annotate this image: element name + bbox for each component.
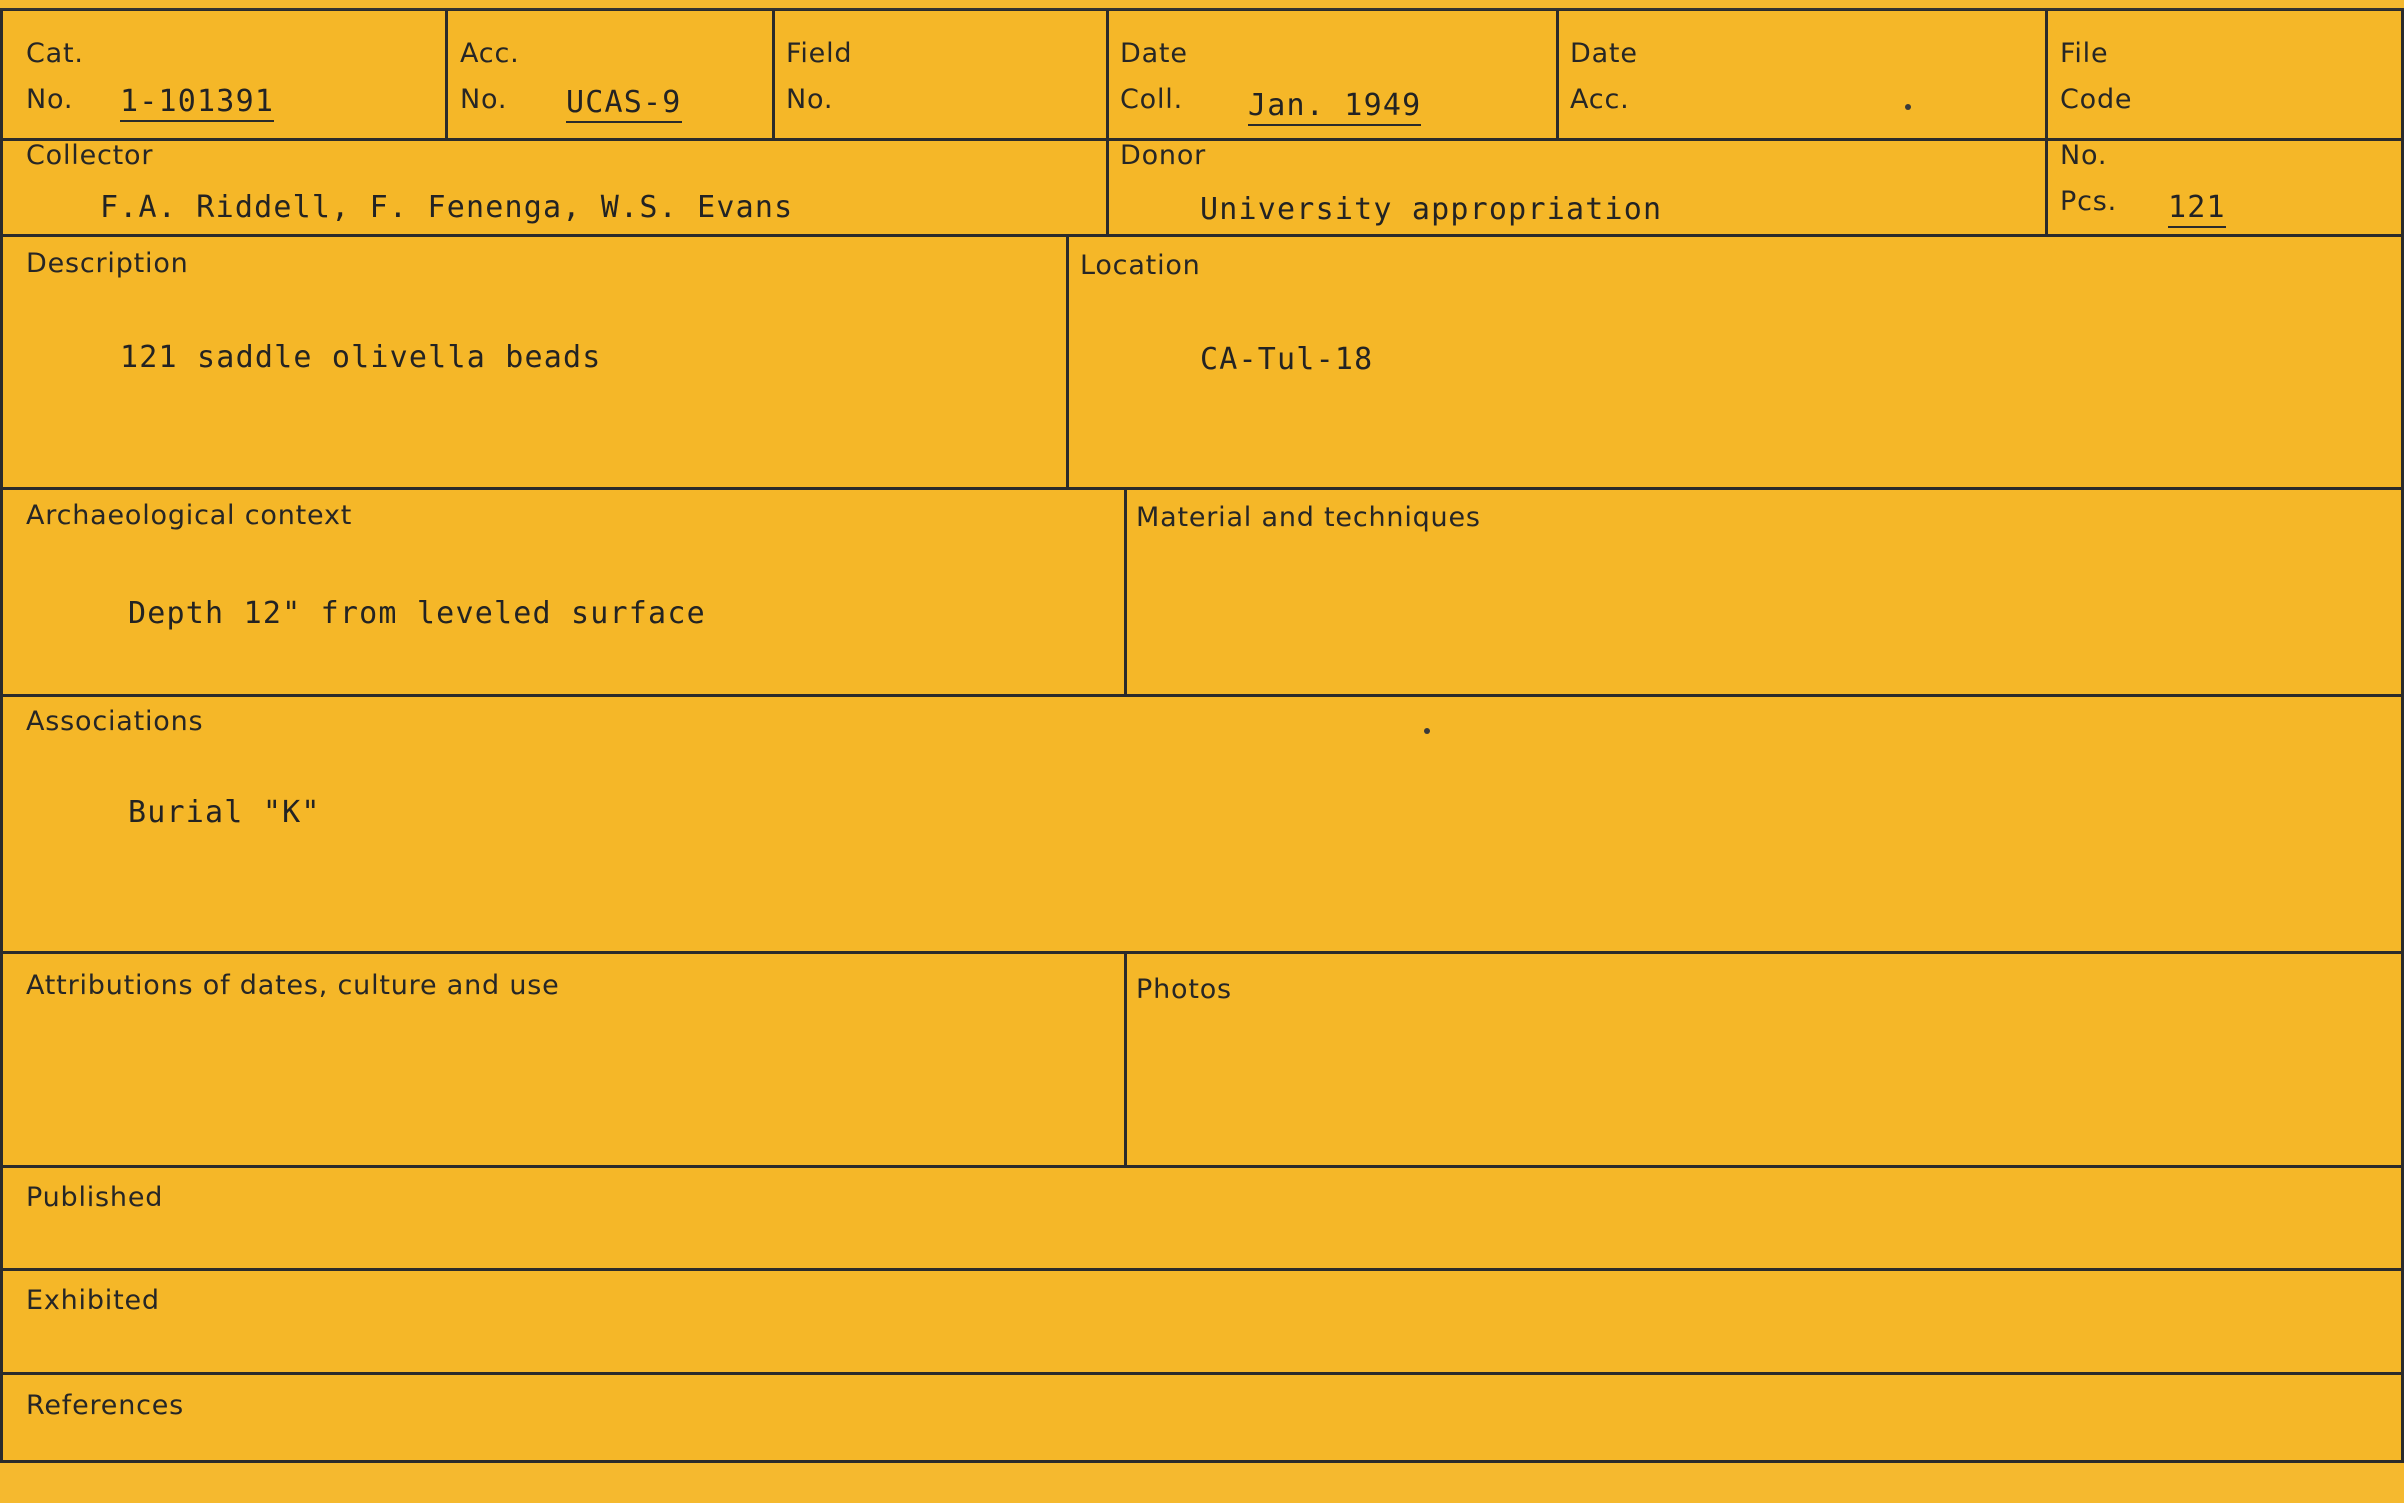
material-techniques-label: Material and techniques — [1136, 502, 1481, 533]
rule-material-divider — [1124, 487, 1127, 694]
description-value: 121 saddle olivella beads — [120, 340, 602, 375]
archaeological-context-label: Archaeological context — [26, 500, 353, 531]
rule-location-divider — [1066, 234, 1069, 487]
date-coll-label-line2: Coll. — [1120, 84, 1183, 115]
rule-row3-bottom — [0, 487, 2404, 490]
rule-file-code-divider — [2045, 8, 2048, 234]
cat-no-value: 1-101391 — [120, 84, 274, 122]
rule-row4-bottom — [0, 694, 2404, 697]
donor-label: Donor — [1120, 140, 1207, 171]
acc-label-line2: No. — [460, 84, 508, 115]
rule-row6-bottom — [0, 1165, 2404, 1168]
exhibited-label: Exhibited — [26, 1285, 160, 1316]
acc-no-value: UCAS-9 — [566, 85, 682, 123]
rule-row2-bottom — [0, 234, 2404, 237]
date-acc-label-line1: Date — [1570, 38, 1638, 69]
paper-edge-bottom — [0, 1463, 2404, 1503]
attributions-label: Attributions of dates, culture and use — [26, 970, 560, 1001]
stray-ink-dot-1 — [1905, 104, 1911, 110]
location-label: Location — [1080, 250, 1201, 281]
location-value: CA-Tul-18 — [1200, 342, 1374, 377]
file-code-label-line1: File — [2060, 38, 2109, 69]
date-coll-label-line1: Date — [1120, 38, 1188, 69]
field-label-line1: Field — [786, 38, 853, 69]
pcs-label-line1: No. — [2060, 140, 2108, 171]
archaeological-context-value: Depth 12" from leveled surface — [128, 596, 706, 631]
date-coll-value: Jan. 1949 — [1248, 88, 1421, 126]
stray-ink-dot-2 — [1424, 728, 1430, 734]
rule-bottom — [0, 1460, 2404, 1463]
published-label: Published — [26, 1182, 164, 1213]
rule-field-divider — [772, 8, 775, 138]
collector-value: F.A. Riddell, F. Fenenga, W.S. Evans — [100, 190, 794, 225]
associations-value: Burial "K" — [128, 795, 321, 830]
rule-left-edge — [0, 8, 3, 1460]
pcs-value: 121 — [2168, 190, 2226, 228]
date-acc-label-line2: Acc. — [1570, 84, 1630, 115]
cat-label-line1: Cat. — [26, 38, 84, 69]
field-label-line2: No. — [786, 84, 834, 115]
file-code-label-line2: Code — [2060, 84, 2133, 115]
description-label: Description — [26, 248, 189, 279]
rule-row8-bottom — [0, 1372, 2404, 1375]
cat-label-line2: No. — [26, 84, 74, 115]
associations-label: Associations — [26, 706, 204, 737]
rule-photos-divider — [1124, 951, 1127, 1165]
pcs-label-line2: Pcs. — [2060, 186, 2117, 217]
rule-row7-bottom — [0, 1268, 2404, 1271]
acc-label-line1: Acc. — [460, 38, 520, 69]
rule-top — [0, 8, 2404, 11]
rule-acc-divider — [445, 8, 448, 138]
photos-label: Photos — [1136, 974, 1232, 1005]
rule-date-acc-divider — [1556, 8, 1559, 138]
rule-row5-bottom — [0, 951, 2404, 954]
references-label: References — [26, 1390, 185, 1421]
collector-label: Collector — [26, 140, 154, 171]
donor-value: University appropriation — [1200, 192, 1663, 227]
rule-date-coll-divider — [1106, 8, 1109, 234]
